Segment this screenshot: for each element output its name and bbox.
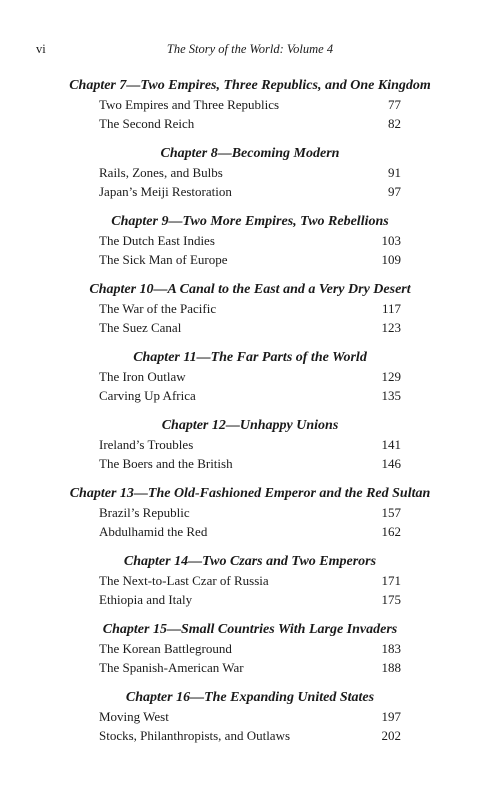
chapter-section	[0, 349, 500, 405]
chapter-section	[0, 553, 500, 609]
entry-title: The Spanish-American War	[99, 659, 244, 675]
toc-entry	[99, 659, 401, 678]
toc-entry	[99, 387, 401, 406]
toc-entry	[99, 572, 401, 591]
entry-page-number: 129	[381, 369, 401, 384]
toc-entry	[99, 436, 401, 455]
section-spacer	[0, 609, 500, 621]
chapter-section	[0, 689, 500, 745]
chapter-title: Chapter 15—Small Countries With Large Invaders	[102, 622, 398, 637]
toc-entry	[99, 640, 401, 659]
entry-title: The Korean Battleground	[99, 641, 232, 656]
table-of-contents	[0, 77, 500, 745]
toc-entry	[99, 455, 401, 474]
page-number: vi	[36, 42, 46, 56]
entry-title: Abdulhamid the Red	[99, 523, 208, 539]
toc-entry	[99, 727, 401, 746]
entry-title: Ireland’s Troubles	[99, 437, 194, 452]
entry-page-number: 103	[381, 233, 401, 248]
entry-title: The Boers and the British	[99, 455, 233, 471]
section-spacer	[0, 473, 500, 485]
entry-page-number: 157	[381, 505, 401, 520]
section-spacer	[0, 337, 500, 349]
entry-page-number: 202	[381, 727, 401, 743]
entry-page-number: 109	[381, 251, 401, 267]
entry-title: Ethiopia and Italy	[99, 591, 193, 607]
toc-entry	[99, 164, 401, 183]
chapter-section	[0, 145, 500, 201]
toc-entry	[99, 523, 401, 542]
chapter-section	[0, 417, 500, 473]
section-spacer	[0, 405, 500, 417]
chapter-title: Chapter 12—Unhappy Unions	[161, 418, 339, 433]
chapter-section	[0, 485, 500, 541]
entry-title: Japan’s Meiji Restoration	[99, 183, 232, 199]
entry-page-number: 141	[381, 437, 401, 452]
entry-title: The Iron Outlaw	[99, 369, 186, 384]
entry-page-number: 82	[388, 115, 401, 131]
entry-title: The Next-to-Last Czar of Russia	[99, 573, 269, 588]
entry-page-number: 171	[381, 573, 401, 588]
entry-page-number: 135	[381, 387, 401, 403]
section-spacer	[0, 201, 500, 213]
toc-entry	[99, 300, 401, 319]
book-title: The Story of the World: Volume 4	[166, 42, 334, 56]
chapter-title: Chapter 16—The Expanding United States	[125, 690, 375, 705]
entry-title: Brazil’s Republic	[99, 505, 190, 520]
chapter-section	[0, 77, 500, 133]
entry-page-number: 188	[381, 659, 401, 675]
toc-entry	[99, 504, 401, 523]
chapter-title: Chapter 10—A Canal to the East and a Very Dry Desert	[89, 282, 411, 297]
chapter-title: Chapter 8—Becoming Modern	[160, 146, 340, 161]
section-spacer	[0, 677, 500, 689]
running-head	[34, 42, 466, 58]
toc-entry	[99, 368, 401, 387]
chapter-section	[0, 213, 500, 269]
entry-page-number: 77	[388, 97, 401, 112]
entry-page-number: 97	[388, 183, 401, 199]
entry-page-number: 175	[381, 591, 401, 607]
toc-entry	[99, 115, 401, 134]
entry-title: The Dutch East Indies	[99, 233, 215, 248]
entry-title: The Suez Canal	[99, 319, 182, 335]
section-spacer	[0, 541, 500, 553]
entry-title: The Sick Man of Europe	[99, 251, 228, 267]
toc-entry	[99, 183, 401, 202]
entry-title: The War of the Pacific	[99, 301, 217, 316]
toc-entry	[99, 708, 401, 727]
toc-entry	[99, 251, 401, 270]
section-spacer	[0, 133, 500, 145]
entry-title: Two Empires and Three Republics	[99, 97, 280, 112]
chapter-title: Chapter 13—The Old-Fashioned Emperor and the Red Sultan	[69, 486, 431, 501]
entry-page-number: 117	[381, 301, 401, 316]
entry-title: Moving West	[99, 709, 169, 724]
chapter-title: Chapter 7—Two Empires, Three Republics, and One Kingdom	[69, 78, 431, 93]
toc-entry	[99, 96, 401, 115]
toc-entry	[99, 232, 401, 251]
entry-page-number: 91	[388, 165, 401, 180]
entry-title: Carving Up Africa	[99, 387, 196, 403]
toc-entry	[99, 591, 401, 610]
section-spacer	[0, 269, 500, 281]
chapter-title: Chapter 14—Two Czars and Two Emperors	[123, 554, 377, 569]
entry-title: Rails, Zones, and Bulbs	[99, 165, 223, 180]
entry-title: Stocks, Philanthropists, and Outlaws	[99, 727, 291, 743]
entry-page-number: 123	[381, 319, 401, 335]
entry-title: The Second Reich	[99, 115, 195, 131]
entry-page-number: 146	[381, 455, 401, 471]
chapter-title: Chapter 9—Two More Empires, Two Rebellions	[111, 214, 389, 229]
entry-page-number: 162	[381, 523, 401, 539]
chapter-title: Chapter 11—The Far Parts of the World	[133, 350, 367, 365]
chapter-section	[0, 621, 500, 677]
entry-page-number: 197	[381, 709, 401, 724]
entry-page-number: 183	[381, 641, 401, 656]
chapter-section	[0, 281, 500, 337]
toc-entry	[99, 319, 401, 338]
